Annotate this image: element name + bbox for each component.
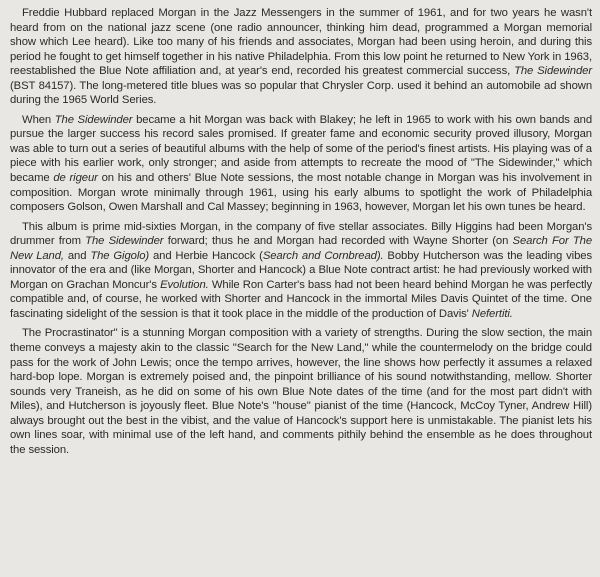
paragraph-text: forward; thus he and Morgan had recorded with Wayne Shorter (on [163, 235, 513, 248]
italic-title-text: Search and Cornbread). [262, 249, 384, 262]
italic-title-text: The Sidewinder [85, 235, 164, 248]
paragraph-text: Bobby Hutcherson was the leading vibes innovator of the era and (like Morgan, Shorter and Hancock) a Blue Note contract artist: he had previously worked with Morgan on Grachan Moncur's [10, 249, 592, 291]
paragraph-4 [10, 326, 592, 457]
italic-title-text: Nefertiti. [471, 307, 513, 320]
paragraph-3 [10, 220, 592, 322]
paragraph-text: This album is prime mid-sixties Morgan, in the company of five stellar associates. Billy Higgins had been Morgan's drummer from [10, 220, 592, 248]
paragraph-text: on his and others' Blue Note sessions, the most notable change in Morgan was his involvement in composition. Morgan wrote minimally through 1961, using his early albums to spotlight the work of Philadelphia composers Golson, Owen Marshall and Cal Massey; beginning in 1963, however, Morgan let his own tunes be heard. [10, 172, 592, 214]
paragraph-text: and [63, 249, 91, 262]
paragraph-text: While Ron Carter's bass had not been heard behind Morgan he was perfectly compatible and, of course, he worked with Shorter and Hancock in the immortal Miles Davis Quintet of the time. One fascinating sidelight of the session is that it took place in the middle of the production of Davis' [10, 278, 592, 320]
italic-title-text: Evolution. [160, 278, 209, 291]
paragraph-text: became a hit Morgan was back with Blakey; he left in 1965 to work with his own bands and pursue the larger success his record sales promised. If greater fame and economic security proved illusory, Morgan was able to turn out a series of beautiful albums with the help of some of the period's finest artists. His playing was of a piece with his earlier work, only stronger; and aside from attempts to recreate the mood of "The Sidewinder," which became [10, 113, 593, 185]
paragraph-text: (BST 84157). The long-metered title blues was so popular that Chrysler Corp. used it behind an automobile ad shown during the 1965 World Series. [10, 79, 592, 107]
paragraph-text: and Herbie Hancock ( [149, 249, 263, 262]
italic-title-text: The Sidewinder [54, 113, 133, 126]
paragraph-2 [10, 113, 592, 215]
paragraph-text: When [22, 113, 55, 126]
paragraph-1 [10, 6, 592, 108]
paragraph-text: The Procrastinator" is a stunning Morgan composition with a variety of strengths. During the slow section, the main theme conveys a majesty akin to the classic "Search for the New Land," while the countermelody on the bridge could pass for the work of John Lewis; once the tempo arrives, however, the line shows how perfectly it assumes a relaxed hard-bop lope. Morgan is extremely poised and, the pinpoint brilliance of his sound notwithstanding, mellow. Shorter sounds very Traneish, as he did on some of his own Blue Note dates of the time (and for the most part didn't with Miles), and Hutcherson is joyously fleet. Blue Note's "house" pianist of the time (Hancock, McCoy Tyner, Andrew Hill) always brought out the best in the vibist, and the value of Hancock's support here is unmistakable. The pianist lets his own lines soar, with minimal use of the left hand, and comments pithily behind the ensemble as he does throughout the session. [10, 327, 592, 456]
italic-title-text: Search For The New Land, [10, 235, 593, 262]
italic-title-text: The Sidewinder [514, 65, 593, 78]
paragraph-text: Freddie Hubbard replaced Morgan in the Jazz Messengers in the summer of 1961, and for two years he wasn't heard from on the national jazz scene (one radio announcer, thinking him dead, programmed a Morgan memorial show which Lee heard). Like too many of his friends and associates, Morgan had been using heroin, and during this period he fought to get himself together in his native Philadelphia. From this low point he returned to New York in 1963, reestablished the Blue Note affiliation and, at year's end, recorded his greatest commercial success, [10, 7, 592, 78]
italic-title-text: The Gigolo) [90, 249, 150, 262]
italic-title-text: de rigeur [53, 172, 98, 185]
